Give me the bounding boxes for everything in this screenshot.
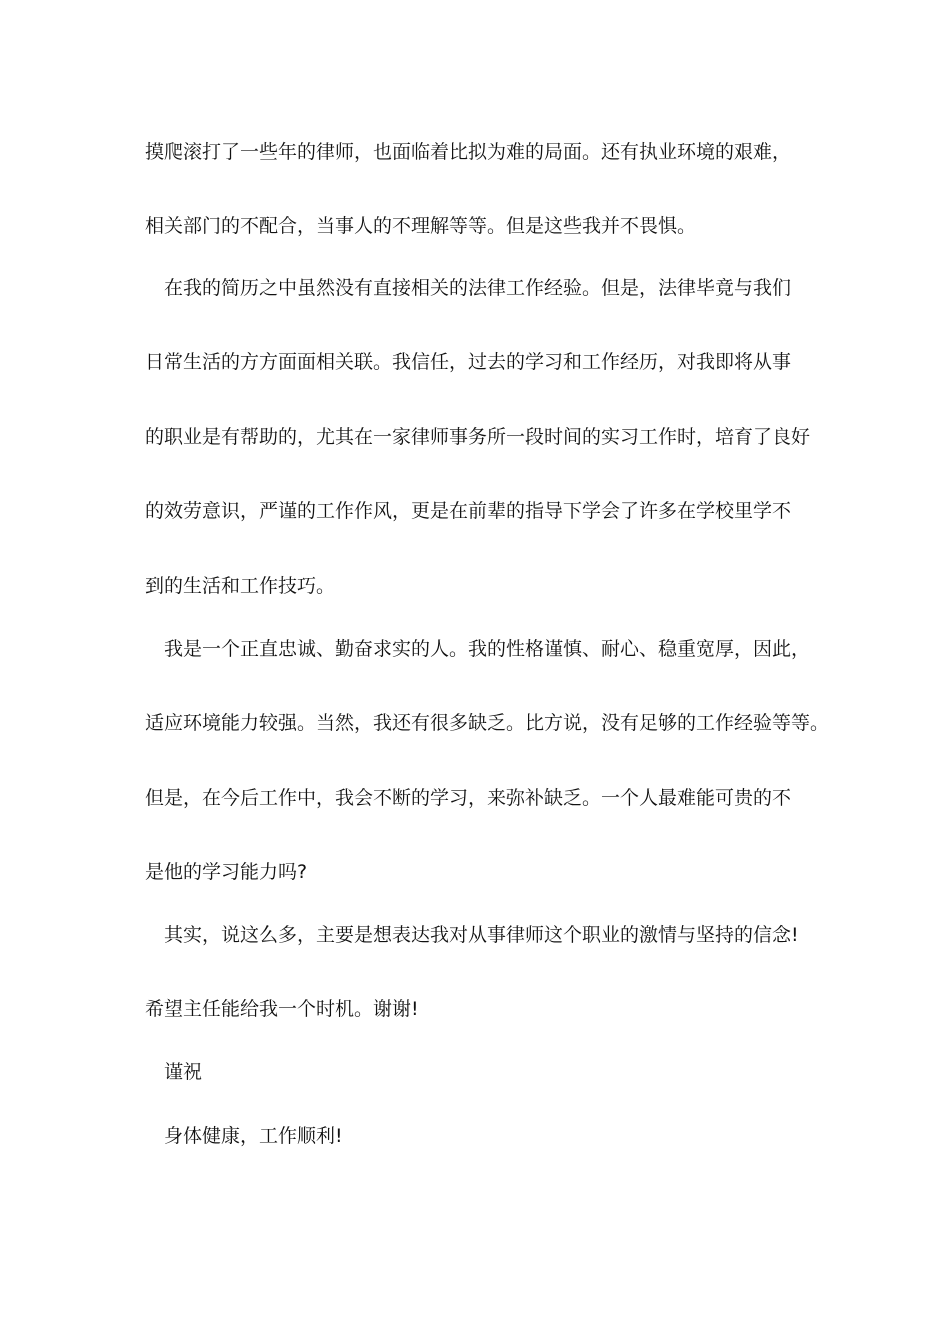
closing-wish: 身体健康，工作顺利! [164,1125,343,1147]
text-line-10: 但是，在今后工作中，我会不断的学习，来弥补缺乏。一个人最难能可贵的不 [145,787,792,809]
text-line-5: 的职业是有帮助的，尤其在一家律师事务所一段时间的实习工作时，培育了良好 [145,426,811,448]
text-line-6: 的效劳意识，严谨的工作作风，更是在前辈的指导下学会了许多在学校里学不 [145,500,792,522]
text-line-8: 我是一个正直忠诚、勤奋求实的人。我的性格谨慎、耐心、稳重宽厚，因此， [164,638,811,660]
text-line-13: 希望主任能给我一个时机。谢谢! [145,998,419,1020]
text-line-2: 相关部门的不配合，当事人的不理解等等。但是这些我并不畏惧。 [145,215,697,237]
text-line-3: 在我的简历之中虽然没有直接相关的法律工作经验。但是，法律毕竟与我们 [164,277,792,299]
closing-salutation: 谨祝 [164,1061,203,1083]
text-line-7: 到的生活和工作技巧。 [145,575,336,597]
text-line-12: 其实，说这么多，主要是想表达我对从事律师这个职业的激情与坚持的信念! [164,924,799,946]
text-line-11: 是他的学习能力吗? [145,861,308,883]
text-line-9: 适应环境能力较强。当然，我还有很多缺乏。比方说，没有足够的工作经验等等。 [145,712,830,734]
text-line-1: 摸爬滚打了一些年的律师，也面临着比拟为难的局面。还有执业环境的艰难， [145,141,792,163]
text-line-4: 日常生活的方方面面相关联。我信任，过去的学习和工作经历，对我即将从事 [145,351,792,373]
